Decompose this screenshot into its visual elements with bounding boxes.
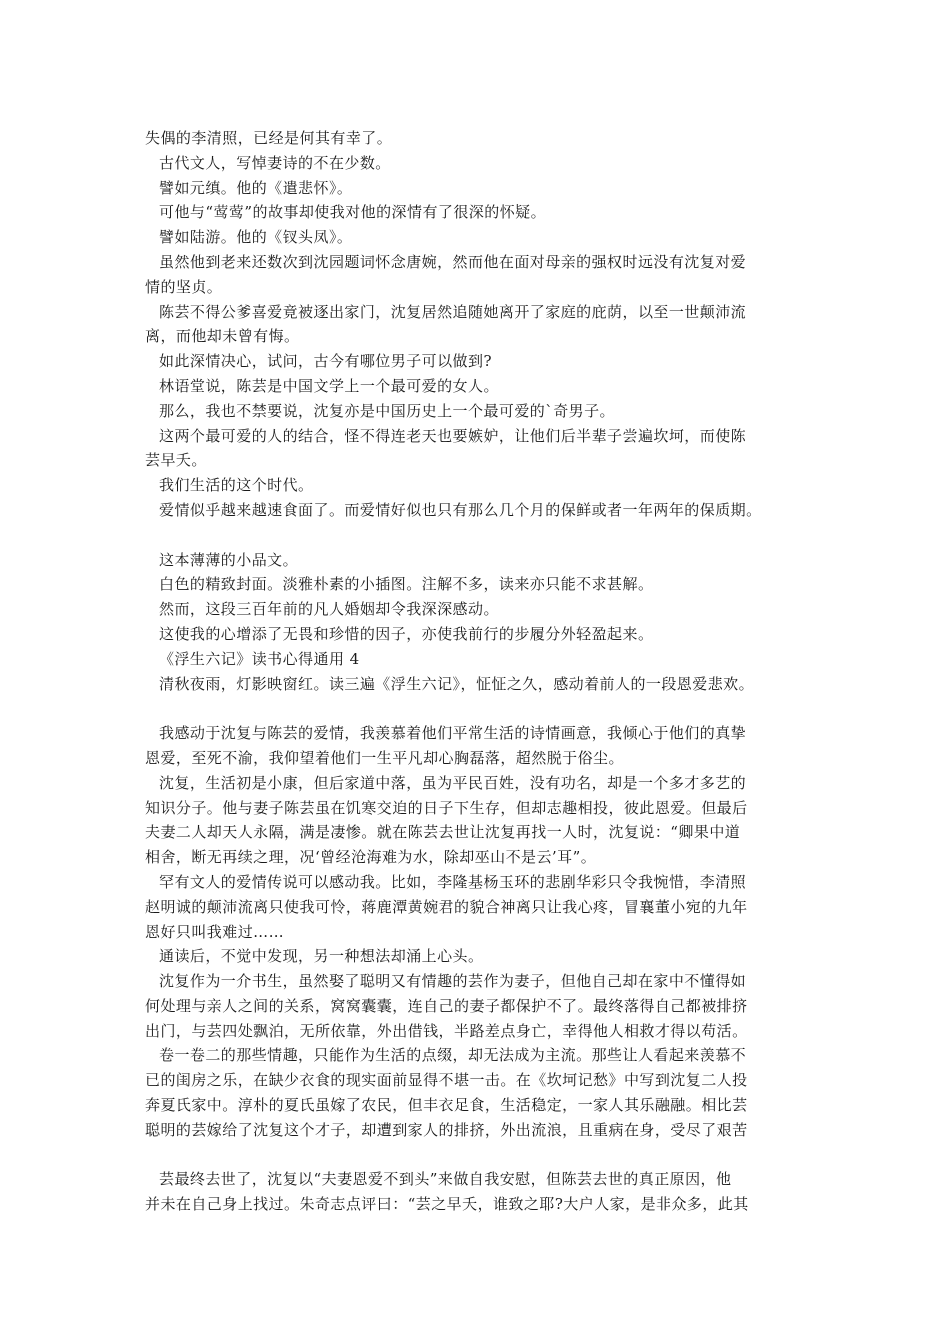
text-line: 清秋夜雨，灯影映窗红。读三遍《浮生六记》，怔怔之久，感动着前人的一段恩爱悲欢。	[159, 674, 755, 693]
text-line: 情的坚贞。	[145, 277, 223, 296]
text-line: 沈复，生活初是小康，但后家道中落，虽为平民百姓，没有功名，却是一个多才多艺的	[159, 773, 747, 792]
text-line: 恩爱，至死不渝，我仰望着他们一生平凡却心胸磊落，超然脱于俗尘。	[145, 748, 624, 767]
text-line: 譬如元缜。他的《遣悲怀》。	[159, 178, 353, 197]
text-line: 出门，与芸四处飘泊，无所依靠，外出借钱，半路差点身亡，幸得他人相救才得以苟活。	[145, 1021, 748, 1040]
text-line: 何处理与亲人之间的关系，窝窝囊囊，连自己的妻子都保护不了。最终落得自己都被排挤	[145, 996, 748, 1015]
section-heading: 《浮生六记》读书心得通用 4	[159, 649, 360, 668]
text-line: 然而，这段三百年前的凡人婚姻却令我深深感动。	[159, 600, 499, 619]
text-line: 我们生活的这个时代。	[159, 476, 314, 495]
text-line: 芸最终去世了，沈复以“夫妻恩爱不到头”来做自我安慰，但陈芸去世的真正原因，他	[159, 1170, 732, 1189]
text-line: 离，而他却未曾有悔。	[145, 327, 300, 346]
text-line: 通读后，不觉中发现，另一种想法却涌上心头。	[159, 947, 484, 966]
text-line: 聪明的芸嫁给了沈复这个才子，却遭到家人的排挤，外出流浪，且重病在身，受尽了艰苦	[145, 1120, 748, 1139]
text-line: 夫妻二人却天人永隔，满是凄惨。就在陈芸去世让沈复再找一人时，沈复说：“卿果中道	[145, 823, 741, 842]
text-line: 恩好只叫我难过……	[145, 922, 285, 941]
text-line: 爱情似乎越来越速食面了。而爱情好似也只有那么几个月的保鲜或者一年两年的保质期。	[159, 500, 762, 519]
blank-line	[145, 696, 825, 721]
text-line: 知识分子。他与妻子陈芸虽在饥寒交迫的日子下生存，但却志趣相投，彼此恩爱。但最后	[145, 798, 748, 817]
text-line: 我感动于沈复与陈芸的爱情，我羡慕着他们平常生活的诗情画意，我倾心于他们的真挚	[159, 724, 747, 743]
text-line: 相舍，断无再续之理，况‘曾经沧海难为水，除却巫山不是云’耳”。	[145, 848, 597, 867]
text-line: 譬如陆游。他的《钗头凤》。	[159, 228, 353, 247]
text-line: 这两个最可爱的人的结合，怪不得连老天也要嫉妒，让他们后半辈子尝遍坎坷，而使陈	[159, 426, 747, 445]
blank-line	[145, 523, 825, 548]
text-line: 林语堂说，陈芸是中国文学上一个最可爱的女人。	[159, 376, 499, 395]
document-body	[145, 126, 825, 1217]
text-line: 白色的精致封面。淡雅朴素的小插图。注解不多，读来亦只能不求甚解。	[159, 575, 654, 594]
text-line: 古代文人，写悼妻诗的不在少数。	[159, 153, 391, 172]
text-line: 失偶的李清照，已经是何其有幸了。	[145, 129, 393, 147]
text-line: 罕有文人的爱情传说可以感动我。比如，李隆基杨玉环的悲剧华彩只令我惋惜，李清照	[159, 872, 747, 891]
text-line: 这本薄薄的小品文。	[159, 550, 299, 569]
text-line: 已的闺房之乐，在缺少衣食的现实面前显得不堪一击。在《坎坷记愁》中写到沈复二人投	[145, 1071, 748, 1090]
text-line: 奔夏氏家中。淳朴的夏氏虽嫁了农民，但丰衣足食，生活稳定，一家人其乐融融。相比芸	[145, 1096, 748, 1115]
text-line: 赵明诚的颠沛流离只使我可怜，蒋鹿潭黄婉君的貌合神离只让我心疼，冒襄董小宛的九年	[145, 897, 748, 916]
text-line: 沈复作为一介书生，虽然娶了聪明又有情趣的芸作为妻子，但他自己却在家中不懂得如	[159, 972, 747, 991]
text-line: 卷一卷二的那些情趣，只能作为生活的点缀，却无法成为主流。那些让人看起来羡慕不	[159, 1046, 747, 1065]
text-line: 这使我的心增添了无畏和珍惜的因子，亦使我前行的步履分外轻盈起来。	[159, 624, 654, 643]
text-line: 陈芸不得公爹喜爱竟被逐出家门，沈复居然追随她离开了家庭的庇荫，以至一世颠沛流	[159, 302, 747, 321]
text-line: 可他与“莺莺”的故事却使我对他的深情有了很深的怀疑。	[159, 203, 547, 222]
text-line: 如此深情决心，试问，古今有哪位男子可以做到?	[159, 352, 492, 371]
text-line: 并未在自己身上找过。朱奇志点评曰：“芸之早夭，谁致之耶?大户人家，是非众多，此其	[145, 1195, 749, 1214]
text-line: 那么，我也不禁要说，沈复亦是中国历史上一个最可爱的`奇男子。	[159, 401, 616, 420]
blank-line	[145, 1143, 825, 1168]
text-line: 虽然他到老来还数次到沈园题词怀念唐婉，然而他在面对母亲的强权时远没有沈复对爱	[159, 252, 747, 271]
text-line: 芸早夭。	[145, 451, 207, 470]
